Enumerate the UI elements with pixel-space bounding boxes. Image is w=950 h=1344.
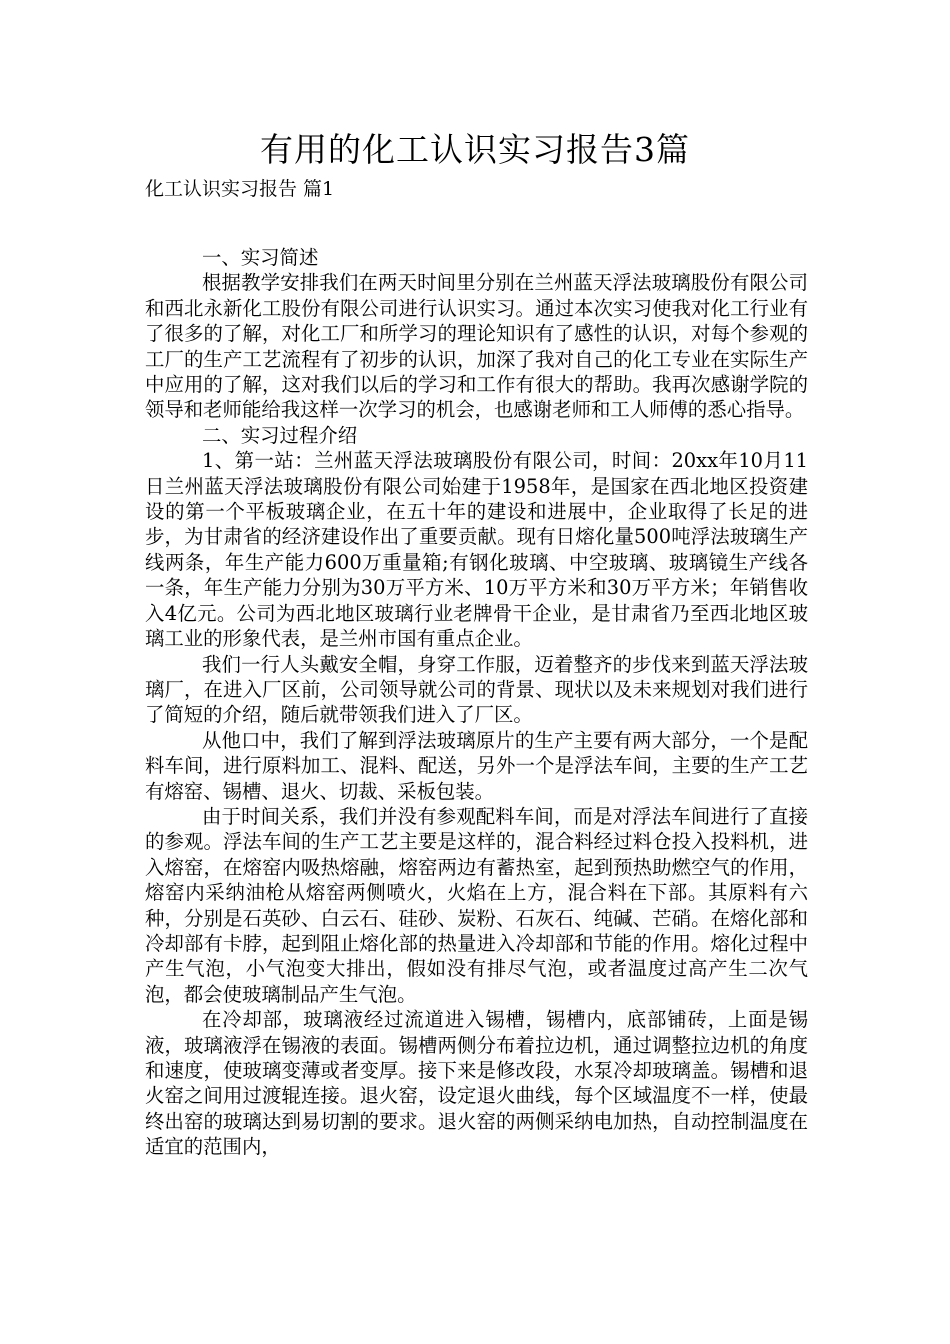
- section-heading-process: 二、实习过程介绍: [202, 423, 358, 447]
- document-title: 有用的化工认识实习报告3篇: [260, 130, 690, 169]
- paragraph-cooling-section: 在冷却部，玻璃液经过流道进入锡槽，锡槽内，底部铺砖，上面是锡液，玻璃液浮在锡液的表面。锡槽两侧分布着拉边机，通过调整拉边机的角度和速度，使玻璃变薄或者变厚。接下来是修改段，水泵冷却玻璃盖。锡槽和退火窑之间用过渡辊连接。退火窑，设定退火曲线，每个区域温度不一样，使最终出窑的玻璃达到易切割的要求。退火窑的两侧采纳电加热，自动控制温度在适宜的范围内，: [145, 1008, 808, 1159]
- document-subtitle: 化工认识实习报告 篇1: [145, 178, 335, 200]
- paragraph-first-stop: 1、第一站：兰州蓝天浮法玻璃股份有限公司，时间：20xx年10月11日兰州蓝天浮法玻璃股份有限公司始建于1958年，是国家在西北地区投资建设的第一个平板玻璃企业，在五十年的建设和进展中，企业取得了长足的进步，为甘肃省的经济建设作出了重要贡献。现有日熔化量500吨浮法玻璃生产线两条，年生产能力600万重量箱;有钢化玻璃、中空玻璃、玻璃镜生产线各一条，年生产能力分别为30万平方米、10万平方米和30万平方米；年销售收入4亿元。公司为西北地区玻璃行业老牌骨干企业，是甘肃省乃至西北地区玻璃工业的形象代表，是兰州市国有重点企业。: [145, 449, 808, 651]
- document-body: [145, 245, 808, 1160]
- paragraph-overview: 根据教学安排我们在两天时间里分别在兰州蓝天浮法玻璃股份有限公司和西北永新化工股份有限公司进行认识实习。通过本次实习使我对化工行业有了很多的了解，对化工厂和所学习的理论知识有了感性的认识，对每个参观的工厂的生产工艺流程有了初步的认识，加深了我对自己的化工专业在实际生产中应用的了解，这对我们以后的学习和工作有很大的帮助。我再次感谢学院的领导和老师能给我这样一次学习的机会，也感谢老师和工人师傅的悉心指导。: [145, 271, 808, 422]
- paragraph-float-workshop: 由于时间关系，我们并没有参观配料车间，而是对浮法车间进行了直接的参观。浮法车间的生产工艺主要是这样的，混合料经过料仓投入投料机，进入熔窑，在熔窑内吸热熔融，熔窑两边有蓄热室，起到预热助燃空气的作用，熔窑内采纳油枪从熔窑两侧喷火，火焰在上方，混合料在下部。其原料有六种，分别是石英砂、白云石、硅砂、炭粉、石灰石、纯碱、芒硝。在熔化部和冷却部有卡脖，起到阻止熔化部的热量进入冷却部和节能的作用。熔化过程中产生气泡，小气泡变大排出，假如没有排尽气泡，或者温度过高产生二次气泡，都会使玻璃制品产生气泡。: [145, 804, 808, 1006]
- section-heading-overview: 一、实习简述: [202, 246, 319, 269]
- paragraph-production-parts: 从他口中，我们了解到浮法玻璃原片的生产主要有两大部分，一个是配料车间，进行原料加工、混料、配送，另外一个是浮法车间，主要的生产工艺有熔窑、锡槽、退火、切裁、采板包装。: [145, 728, 808, 803]
- paragraph-entering-plant: 我们一行人头戴安全帽，身穿工作服，迈着整齐的步伐来到蓝天浮法玻璃厂，在进入厂区前，公司领导就公司的背景、现状以及未来规划对我们进行了简短的介绍，随后就带领我们进入了厂区。: [145, 652, 808, 727]
